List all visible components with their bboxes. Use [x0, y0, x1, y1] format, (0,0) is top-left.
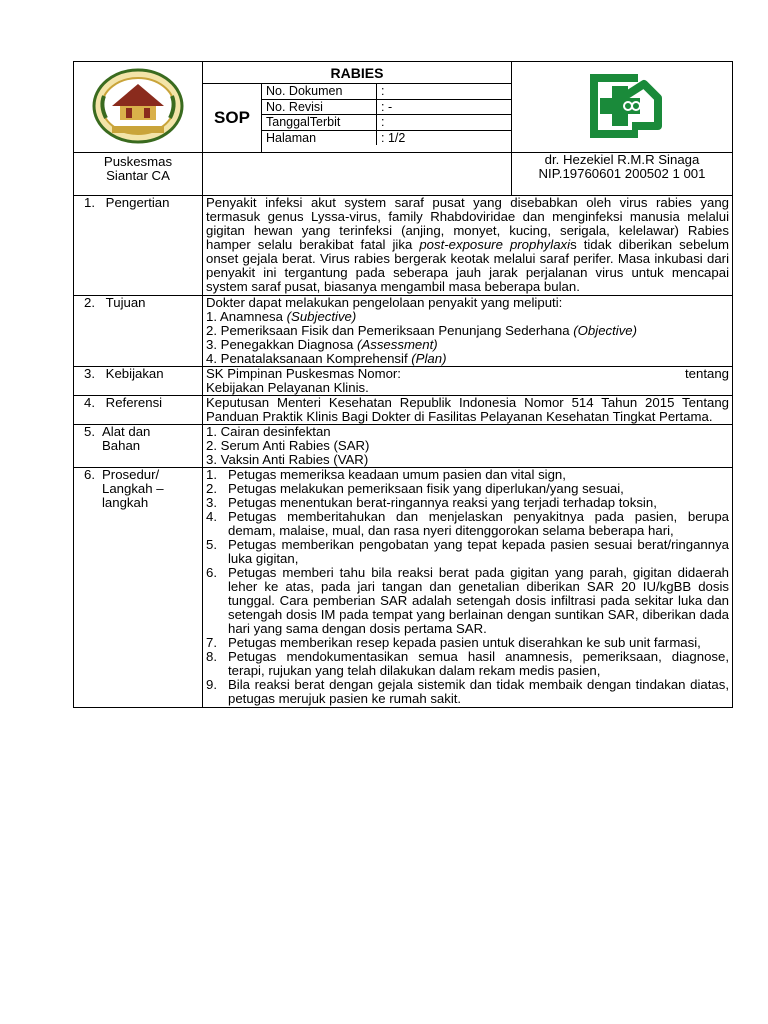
pengertian-text: s tidak diberikan sebelum onset gejala berat. Virus rabies bergerak keotak melalui saraf perifer. Masa inkubasi dari penyakit ini tergantung pada seberapa jauh jarak perjalanan virus untuk mencapai system saraf pusat, biasanya mengambil masa beberapa bulan.: [206, 237, 729, 294]
right-logo-cell: [512, 62, 733, 153]
puskesmas-green-cross-logo-icon: [582, 66, 662, 146]
section-body-kebijakan: [203, 367, 733, 396]
step-text: Petugas melakukan pemeriksaan fisik yang diperlukan/yang sesuai,: [228, 481, 624, 496]
kebijakan-text: SK Pimpinan Puskesmas Nomor:: [206, 366, 401, 381]
signer-name: dr. Hezekiel R.M.R Sinaga: [544, 152, 700, 167]
item-italic: (Assessment): [357, 337, 438, 352]
step-text: Petugas memeriksa keadaan umum pasien dan vital sign,: [228, 467, 566, 482]
tujuan-intro: Dokter dapat melakukan pengelolaan penyakit yang meliputi:: [206, 295, 563, 310]
item-text: 1. Anamnesa: [206, 309, 287, 324]
meta-row: [262, 130, 511, 145]
list-item: [206, 468, 729, 482]
section-label-pengertian: [74, 196, 203, 296]
item-italic: (Subjective): [286, 309, 357, 324]
item-text: 4. Penatalaksanaan Komprehensif: [206, 351, 412, 366]
section-number: 6.: [84, 467, 95, 482]
section-body-referensi: Keputusan Menteri Kesehatan Republik Indonesia Nomor 514 Tahun 2015 Tentang Panduan Praktik Klinis Bagi Dokter di Fasilitas Pelayanan Kesehatan Tingkat Pertama.: [203, 396, 733, 425]
section-label-kebijakan: [74, 367, 203, 396]
step-text: Petugas mendokumentasikan semua hasil anamnesis, pemeriksaan, diagnose, terapi, rujukan yang telah dilakukan dalam rekam medis pasien,: [228, 649, 729, 678]
list-item: [206, 678, 729, 706]
item-text: 3. Penegakkan Diagnosa: [206, 337, 358, 352]
pengertian-italic-text: post-exposure prophylaxi: [419, 237, 571, 252]
step-number: 5.: [206, 537, 217, 552]
section-number: 2.: [84, 295, 95, 310]
list-item: 1. Cairan desinfektan: [206, 424, 331, 439]
org-line: Puskesmas: [103, 154, 173, 169]
step-text: Petugas memberitahukan dan menjelaskan penyakitnya pada pasien, berupa demam, malaise, mual, dan rasa nyeri ditenggorokan selama beberapa hari,: [228, 509, 729, 538]
section-number: 5.: [84, 424, 95, 439]
kebijakan-text: tentang: [685, 366, 729, 381]
list-item: [206, 510, 729, 538]
list-item: [206, 650, 729, 678]
section-label: Prosedur/: [102, 467, 160, 482]
meta-key: No. Dokumen: [262, 84, 377, 99]
meta-row: [262, 99, 511, 115]
section-number: 4.: [84, 395, 95, 410]
org-line: Siantar CA: [106, 168, 170, 183]
list-item: [206, 352, 729, 366]
step-text: Petugas memberi tahu bila reaksi berat pada gigitan yang parah, gigitan didaerah leher ke atas, pada jari tangan dan genetalian diberikan SAR 20 IU/kgBB dosis tunggal. Cara pemberian SAR adalah setengah dosis infiltrasi pada sekitar luka dan setengah dosis IM pada tempat yang berlainan dengan suntikan SAR, diberikan dada hari yang sama dengan dosis pertama SAR.: [228, 565, 729, 636]
meta-key: Halaman: [262, 130, 377, 145]
kebijakan-text: Kebijakan Pelayanan Klinis.: [206, 380, 369, 395]
list-item: [206, 338, 729, 352]
list-item: [206, 482, 729, 496]
section-label: Bahan: [102, 438, 141, 453]
step-number: 3.: [206, 495, 217, 510]
list-item: [206, 566, 729, 636]
sop-label: SOP: [203, 84, 262, 153]
list-item: [206, 496, 729, 510]
meta-table: [262, 84, 511, 145]
meta-row: [262, 84, 511, 99]
signer-block: [512, 153, 733, 196]
section-label-prosedur: [74, 468, 203, 708]
list-item: 2. Serum Anti Rabies (SAR): [206, 438, 370, 453]
list-item: [206, 636, 729, 650]
organization-name: [74, 153, 203, 196]
section-label-referensi: [74, 396, 203, 425]
section-label: Langkah –: [102, 481, 164, 496]
section-label-alat: [74, 425, 203, 468]
sop-document-table: [73, 61, 733, 708]
meta-cell: [262, 84, 512, 153]
pengertian-text: Penyakit infeksi akut system saraf pusat yang disebabkan oleh virus rabies yang termasuk genus Lyssa-virus, family Rhabdoviridae dan menginfeksi manusia melalui gigitan hewan yang terinfeksi (anjing, monyet, kucing, serigala, kelelawar) Rabies hamper selalu berakibat fatal jika: [206, 195, 729, 252]
blank-cell: [203, 153, 512, 196]
section-body-tujuan: [203, 296, 733, 367]
list-item: [206, 324, 729, 338]
section-number: 3.: [84, 366, 95, 381]
step-text: Petugas menentukan berat-ringannya reaksi yang terjadi terhadap toksin,: [228, 495, 657, 510]
item-italic: (Objective): [573, 323, 638, 338]
step-number: 6.: [206, 565, 217, 580]
meta-value: : 1/2: [381, 130, 406, 145]
item-text: 2. Pemeriksaan Fisik dan Pemeriksaan Penunjang Sederhana: [206, 323, 574, 338]
list-item: [206, 310, 729, 324]
meta-key: No. Revisi: [262, 99, 377, 115]
meta-value: :: [377, 84, 512, 99]
section-body-alat: [203, 425, 733, 468]
step-number: 4.: [206, 509, 217, 524]
item-italic: (Plan): [411, 351, 447, 366]
step-number: 7.: [206, 635, 217, 650]
left-logo-cell: [74, 62, 203, 153]
meta-row: [262, 115, 511, 131]
step-text: Bila reaksi berat dengan gejala sistemik dan tidak membaik dengan tindakan diatas, petugas merujuk pasien ke rumah sakit.: [228, 677, 729, 706]
list-item: 3. Vaksin Anti Rabies (VAR): [206, 452, 369, 467]
list-item: [206, 538, 729, 566]
section-label: Referensi: [105, 395, 163, 410]
section-label-tujuan: [74, 296, 203, 367]
signer-nip: NIP.19760601 200502 1 001: [538, 166, 706, 181]
step-number: 1.: [206, 467, 217, 482]
section-body-pengertian: [203, 196, 733, 296]
section-label: Kebijakan: [105, 366, 164, 381]
section-label: Alat dan: [102, 424, 151, 439]
section-label: Pengertian: [105, 195, 170, 210]
meta-key: TanggalTerbit: [262, 115, 377, 131]
kebijakan-line: [206, 367, 729, 381]
section-label: langkah: [102, 495, 149, 510]
procedure-list: [206, 468, 729, 706]
section-label: Tujuan: [105, 295, 146, 310]
step-text: Petugas memberikan resep kepada pasien untuk diserahkan ke sub unit farmasi,: [228, 635, 701, 650]
step-number: 2.: [206, 481, 217, 496]
section-number: 1.: [84, 195, 95, 210]
meta-value: : -: [377, 99, 512, 115]
regency-crest-logo-icon: [90, 66, 186, 146]
document-title: RABIES: [203, 62, 512, 84]
step-number: 8.: [206, 649, 217, 664]
meta-value: :: [377, 115, 512, 131]
step-text: Petugas memberikan pengobatan yang tepat kepada pasien sesuai berat/ringannya luka gigitan,: [228, 537, 729, 566]
step-number: 9.: [206, 677, 217, 692]
section-body-prosedur: [203, 468, 733, 708]
